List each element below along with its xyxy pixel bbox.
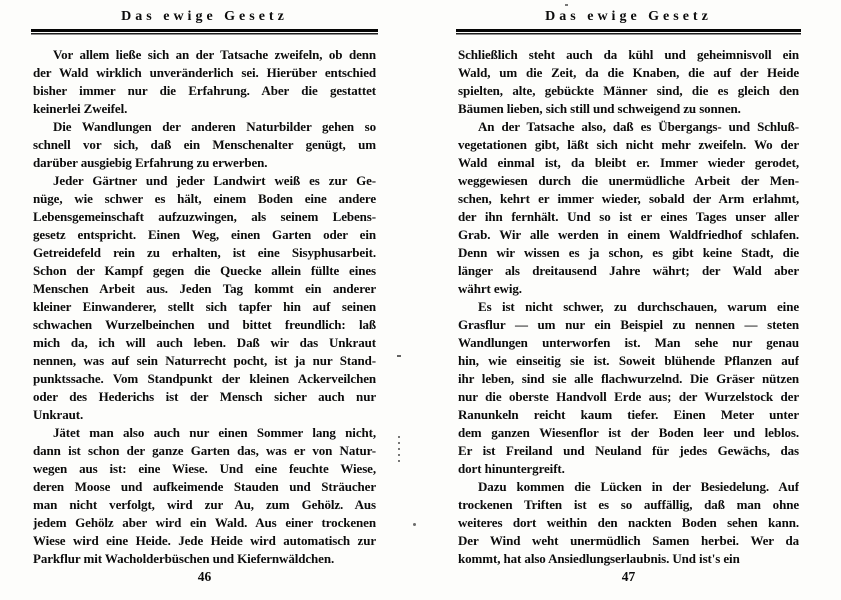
text-line: der ihn fernhält. Und so ist er eines Tages unser aller bbox=[458, 209, 799, 224]
text-line: trockenen Triften ist es so auffällig, daß man ohne bbox=[458, 497, 799, 512]
text-line: Wald, um die Zeit, da die Knaben, die auf der Heide bbox=[458, 65, 799, 80]
text-line: weiteres dort weithin den nackten Boden sehen kann. bbox=[458, 515, 799, 530]
text-line: mich da, ich will auch leben. Daß wir das Unkraut bbox=[33, 335, 376, 350]
text-line: Bäumen lieben, sich still und schweigend zu sonnen. bbox=[458, 101, 741, 116]
text-line: dann ist schon der ganze Garten das, was er von Natur- bbox=[33, 443, 376, 458]
text-line: Ranunkeln reicht kaum tiefer. Einen Meter unter bbox=[458, 407, 799, 422]
text-line: nur die oberste Handvoll Erde aus; der Wurzelstock der bbox=[458, 389, 799, 404]
text-line: darüber ausgiebig Erfahrung zu erwerben. bbox=[33, 155, 268, 170]
text-line: man nicht verfolgt, wird zur Au, zum Gehölz. Aus bbox=[33, 497, 376, 512]
text-line: hin, wie einseitig sie ist. Soweit blühende Pflanzen auf bbox=[458, 353, 799, 368]
text-line: nennen, was auf sein Naturrecht pocht, ist ja nur Stand- bbox=[33, 353, 376, 368]
text-line: An der Tatsache also, daß es Übergangs- und Schluß- bbox=[478, 119, 799, 134]
text-line: Wiese wird eine Heide. Jede Heide wird automatisch zur bbox=[33, 533, 376, 548]
text-line: oder des Hederichs ist der Mensch sicher auch nur bbox=[33, 389, 376, 404]
text-line: nüge, wie schwer es hält, einem Boden eine andere bbox=[33, 191, 376, 206]
text-line: ihr leben, sind sie alle flachwurzelnd. Die Gräser nützen bbox=[458, 371, 799, 386]
text-line: Getreidefeld rein zu erhalten, ist eine Sisyphusarbeit. bbox=[33, 245, 376, 260]
scan-artifact bbox=[413, 523, 416, 526]
text-line: punktssache. Vom Standpunkt der kleinen Ackerveilchen bbox=[33, 371, 376, 386]
scan-artifact bbox=[398, 436, 400, 462]
text-line: Schon der Kampf gegen die Quecke allein füllte eines bbox=[33, 263, 376, 278]
text-line: schen, kehrt er immer wieder, sobald der Arm erlahmt, bbox=[458, 191, 799, 206]
running-head-right: Das ewige Gesetz bbox=[545, 9, 712, 24]
text-line: vegetationen gibt, läßt sich nicht mehr zweifeln. Wo der bbox=[458, 137, 799, 152]
text-line: Wald einmal ist, da bleibt er. Immer wieder gerodet, bbox=[458, 155, 799, 170]
text-line: Dazu kommen die Lücken in der Besiedelung. Auf bbox=[478, 479, 799, 494]
text-line: Unkraut. bbox=[33, 407, 84, 422]
text-line: schwachen Wurzelbeinchen und bittet freundlich: laß bbox=[33, 317, 376, 332]
text-line: währt ewig. bbox=[458, 281, 522, 296]
text-line: Vor allem ließe sich an der Tatsache zweifeln, ob denn bbox=[53, 47, 376, 62]
text-line: Lebensgemeinschaft aufzuzwingen, als seinem Lebens- bbox=[33, 209, 376, 224]
text-line: Jätet man also auch nur einen Sommer lang nicht, bbox=[53, 425, 376, 440]
text-line: Jeder Gärtner und jeder Landwirt weiß es zur Ge- bbox=[53, 173, 376, 188]
text-line: Er ist Freiland und Neuland für jedes Gewächs, das bbox=[458, 443, 799, 458]
text-line: wegen aus ist: eine Wiese. Und eine feuchte Wiese, bbox=[33, 461, 376, 476]
running-head-left: Das ewige Gesetz bbox=[121, 9, 288, 24]
text-line: Grab. Wir alle werden in einem Waldfriedhof schlafen. bbox=[458, 227, 799, 242]
text-line: deren Moose und aufkeimende Stauden und Sträucher bbox=[33, 479, 376, 494]
text-line: kleiner Einwanderer, stellt sich tapfer hin auf seinen bbox=[33, 299, 376, 314]
header-rule-left bbox=[31, 29, 378, 36]
text-line: spielten, alte, gebückte Männer sind, die es gleich den bbox=[458, 83, 799, 98]
text-line: kommt, hat also Ansiedlungserlaubnis. Und ist's ein bbox=[458, 551, 740, 566]
page-right bbox=[458, 0, 799, 600]
text-line: Wandlungen unterworfen ist. Man sehe nur genau bbox=[458, 335, 799, 350]
text-line: Die Wandlungen der anderen Naturbilder gehen so bbox=[53, 119, 376, 134]
text-line: Parkflur mit Wacholderbüschen und Kiefernwäldchen. bbox=[33, 551, 335, 566]
text-line: Denn wir wissen es ja schon, es gibt keine Stadt, die bbox=[458, 245, 799, 260]
text-line: länger als dreitausend Jahre währt; der Wald aber bbox=[458, 263, 799, 278]
text-line: Grasflur — um nur ein Beispiel zu nennen — steten bbox=[458, 317, 799, 332]
scan-artifact bbox=[397, 355, 401, 357]
page-left bbox=[33, 0, 376, 600]
text-line: keinerlei Zweifel. bbox=[33, 101, 128, 116]
text-line: weggewiesen durch die unermüdliche Arbeit der Men- bbox=[458, 173, 799, 188]
text-line: gesetz entspricht. Einen Weg, einen Garten oder ein bbox=[33, 227, 376, 242]
page-body-left bbox=[33, 46, 376, 568]
text-line: jedem Gehölz aber wird ein Wald. Aus einer trockenen bbox=[33, 515, 376, 530]
text-line: Menschen Arbeit aus. Jeden Tag kommt ein anderer bbox=[33, 281, 376, 296]
header-rule-right bbox=[456, 29, 801, 36]
page-number-left: 46 bbox=[197, 569, 212, 584]
text-line: dem ganzen Wiesenflor ist der Boden leer und leblos. bbox=[458, 425, 799, 440]
text-line: Schließlich steht auch da kühl und geheimnisvoll ein bbox=[458, 47, 799, 62]
text-line: der Wald wirklich unveränderlich sei. Hierüber entschied bbox=[33, 65, 376, 80]
text-line: dort hinuntergreift. bbox=[458, 461, 565, 476]
page-number-right: 47 bbox=[621, 569, 636, 584]
text-line: bisher immer nur die Erfahrung. Aber die gestattet bbox=[33, 83, 376, 98]
text-line: schnell vor sich, daß ein Menschenalter genügt, um bbox=[33, 137, 376, 152]
page-body-right bbox=[458, 46, 799, 568]
text-line: Der Wind weht unermüdlich Samen herbei. Wer da bbox=[458, 533, 799, 548]
text-line: Es ist nicht schwer, zu durchschauen, warum eine bbox=[478, 299, 799, 314]
